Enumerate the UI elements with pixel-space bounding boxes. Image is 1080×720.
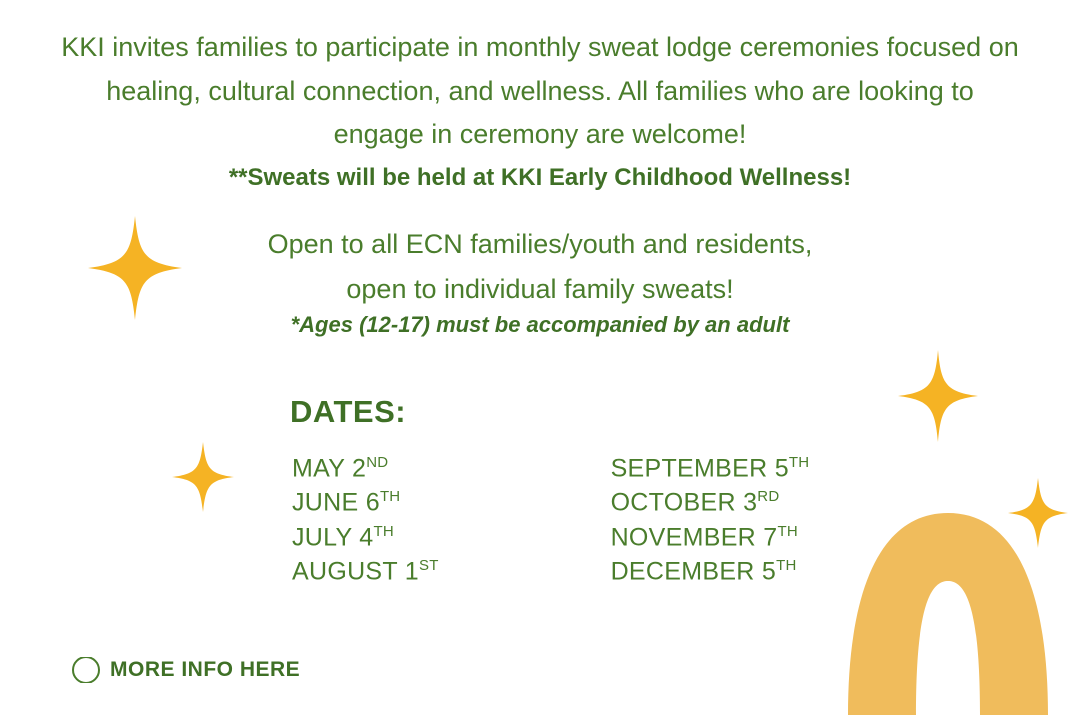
more-info-label: MORE INFO HERE: [110, 658, 301, 681]
date-item: JUNE 6TH: [292, 488, 401, 517]
date-item: MAY 2ND: [292, 454, 389, 483]
dates-column-left: [292, 455, 439, 584]
date-item: JULY 4TH: [292, 522, 394, 551]
open-line-1: Open to all ECN families/youth and residents,: [267, 229, 813, 259]
date-ordinal-suffix: TH: [788, 454, 810, 471]
dates-column-right: [611, 455, 810, 584]
open-to-block: [60, 222, 1020, 311]
dates-columns: [292, 455, 809, 584]
date-item: DECEMBER 5TH: [610, 556, 797, 586]
date-ordinal-suffix: TH: [777, 522, 798, 540]
intro-paragraph: KKI invites families to participate in monthly sweat lodge ceremonies focused on healing, cultural connection, and wellness. All families who are looking to engage in ceremony are welcome!: [61, 32, 1019, 150]
info-circle-icon: [72, 657, 100, 683]
swoosh-decoration: [830, 485, 1080, 715]
date-ordinal-suffix: RD: [757, 488, 780, 506]
more-info-row: [72, 657, 300, 683]
sparkle-icon: [172, 442, 234, 512]
location-note: **Sweats will be held at KKI Early Childhood Wellness!: [228, 164, 852, 191]
open-line-2: open to individual family sweats!: [346, 273, 734, 304]
date-ordinal-suffix: TH: [379, 488, 401, 506]
sparkle-icon: [1008, 478, 1068, 548]
date-item: NOVEMBER 7TH: [610, 522, 798, 551]
date-ordinal-suffix: TH: [373, 522, 394, 540]
ages-note: *Ages (12-17) must be accompanied by an adult: [290, 312, 790, 337]
date-item: SEPTEMBER 5TH: [610, 454, 810, 483]
dates-heading: DATES:: [290, 394, 407, 429]
date-ordinal-suffix: TH: [776, 556, 797, 574]
date-ordinal-suffix: ND: [366, 454, 389, 471]
date-item: AUGUST 1ST: [292, 556, 439, 586]
sparkle-icon: [898, 350, 978, 442]
date-ordinal-suffix: ST: [418, 556, 439, 574]
date-item: OCTOBER 3RD: [610, 488, 780, 517]
